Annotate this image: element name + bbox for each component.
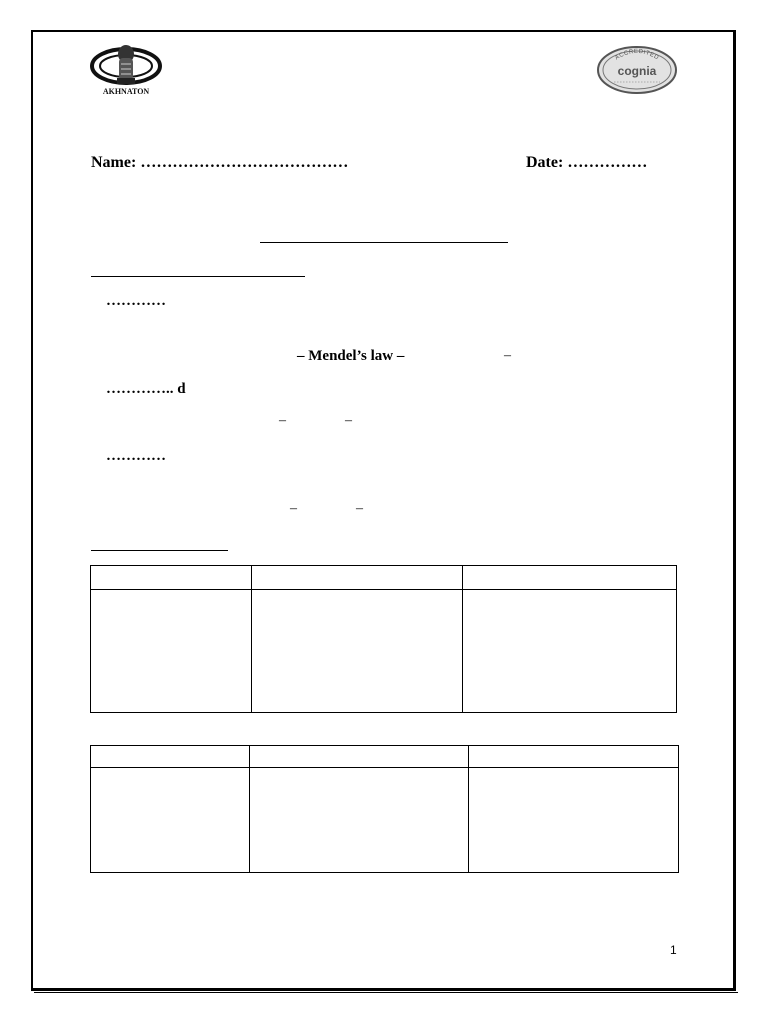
separator-dash: – xyxy=(290,501,297,516)
worksheet-title-underline xyxy=(260,242,508,243)
name-field[interactable]: Name: ………………………………… xyxy=(91,154,349,171)
table-cell[interactable] xyxy=(91,746,250,768)
section-one-heading-underline xyxy=(91,276,305,277)
separator-dash: – xyxy=(279,413,286,428)
table-cell[interactable] xyxy=(91,566,252,590)
separator-dash: – xyxy=(345,413,352,428)
accreditation-seal-icon xyxy=(596,45,678,95)
table-cell[interactable] xyxy=(469,768,679,873)
section-two-heading-underline xyxy=(91,550,228,551)
svg-text:AKHNATON: AKHNATON xyxy=(102,87,150,96)
answer-blank[interactable]: ………….. d xyxy=(106,381,186,397)
table-cell[interactable] xyxy=(463,566,677,590)
table-cell[interactable] xyxy=(91,768,250,873)
answer-blank[interactable]: ………… xyxy=(106,293,166,309)
worksheet-table-2 xyxy=(90,745,679,873)
worksheet-table-1 xyxy=(90,565,677,713)
akhnaton-logo-icon xyxy=(88,42,164,96)
table-cell[interactable] xyxy=(91,590,252,713)
separator-dash: – xyxy=(504,348,511,363)
answer-blank[interactable]: ………… xyxy=(106,448,166,464)
mendel-law-line: – Mendel’s law – xyxy=(297,348,405,364)
table-cell[interactable] xyxy=(252,566,463,590)
separator-dash: – xyxy=(356,501,363,516)
table-cell[interactable] xyxy=(250,746,469,768)
table-row xyxy=(91,590,677,713)
page-border-shadow xyxy=(34,990,738,993)
table-cell[interactable] xyxy=(252,590,463,713)
table-header-row xyxy=(91,746,679,768)
svg-text:cognia: cognia xyxy=(617,64,657,78)
table-header-row xyxy=(91,566,677,590)
page-number: 1 xyxy=(670,943,677,957)
date-field[interactable]: Date: …………… xyxy=(526,154,648,171)
table-cell[interactable] xyxy=(469,746,679,768)
table-cell[interactable] xyxy=(463,590,677,713)
table-cell[interactable] xyxy=(250,768,469,873)
table-row xyxy=(91,768,679,873)
svg-text:ACCREDITED: ACCREDITED xyxy=(614,48,660,62)
